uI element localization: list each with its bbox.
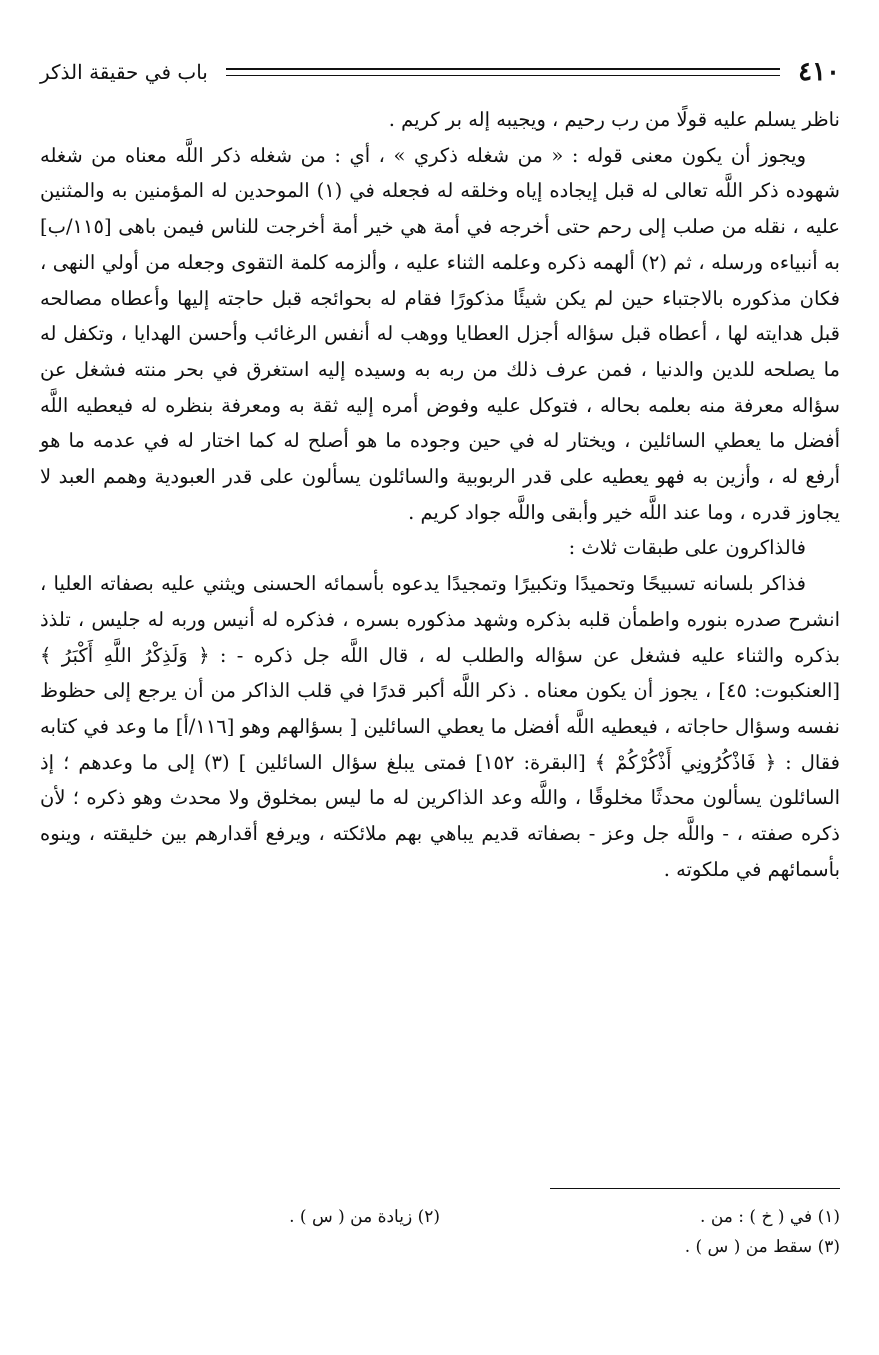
footnote-row	[40, 1202, 840, 1232]
paragraph: فذاكر بلسانه تسبيحًا وتحميدًا وتكبيرًا وتمجيدًا يدعوه بأسمائه الحسنى ويثني عليه بصفاته العليا ، انشرح صدره بنوره واطمأن قلبه بذكره وشهد مذكوره بسره ، فذكره له أنيس وربه له جليس ، تلذذ بذكره والثناء عليه فشغل عن سؤاله والطلب له ، قال اللَّه جل ذكره - : ﴿ وَلَذِكْرُ اللَّهِ أَكْبَرُ ﴾ [العنكبوت: ٤٥] ، يجوز أن يكون معناه . ذكر اللَّه أكبر قدرًا في قلب الذاكر من أن يرجع إلى حظوظ نفسه وسؤال حاجاته ، فيعطيه اللَّه أفضل ما يعطي السائلين [ بسؤالهم وهو [١١٦/أ] ما وعد في كتابه فقال : ﴿ فَاذْكُرُونِي أَذْكُرْكُمْ ﴾ [البقرة: ١٥٢] فمتى يبلغ سؤال السائلين ] (٣) إلى ما وعدهم ؛ إذ السائلون يسألون محدثًا مخلوقًا ، واللَّه وعد الذاكرين له ما ليس بمخلوق ولا محدث وهو ذكره ؛ لأن ذكره صفته ، - واللَّه جل وعز - بصفاته قديم يباهي بهم ملائكته ، ويرفع أقدارهم بين خليقته ، وينوه بأسمائهم في ملكوته .	[40, 572, 840, 881]
page-number: ٤١٠	[798, 57, 840, 87]
main-text	[40, 102, 840, 887]
footnotes	[40, 1202, 840, 1262]
footnote: (٢) زيادة من ( س ) .	[289, 1207, 440, 1227]
footnote: (١) في ( خ ) : من .	[700, 1207, 840, 1227]
book-page	[40, 52, 840, 1257]
page-header	[40, 52, 840, 92]
footnote: (٣) سقط من ( س ) .	[684, 1237, 840, 1257]
header-rule	[226, 68, 780, 76]
running-title: باب في حقيقة الذكر	[40, 60, 208, 84]
footnote-divider	[550, 1188, 840, 1189]
footnote-row	[40, 1232, 840, 1262]
paragraph: ناظر يسلم عليه قولًا من رب رحيم ، ويجيبه إله بر كريم .	[388, 108, 840, 131]
paragraph: فالذاكرون على طبقات ثلاث :	[568, 536, 806, 560]
paragraph: ويجوز أن يكون معنى قوله : « من شغله ذكري » ، أي : من شغله ذكر اللَّه معناه من شغله شهوده ذكر اللَّه تعالى له قبل إيجاده إياه وخلقه له فجعله في (١) الموحدين له المؤمنين به والمثنين عليه ، نقله من صلب إلى رحم حتى أخرجه في أمة هي خير أمة أخرجت للناس فيمن باهى [١١٥/ب] به أنبياءه ورسله ، ثم (٢) ألهمه ذكره وعلمه الثناء عليه ، وألزمه كلمة التقوى وجعله من أولي النهى ، فكان مذكوره بالاجتباء حين لم يكن شيئًا مذكورًا فقام له بحوائجه قبل حاجته إليها وأعطاه مصالحه قبل هدايته لها ، أعطاه قبل سؤاله أجزل العطايا ووهب له أنفس الرغائب وأحسن الهدايا ، وتكفل له ما يصلحه للدين والدنيا ، فمن عرف ذلك من ربه به وسيده إليه استغرق في بحر منته فشغل عن سؤاله معرفة منه بعلمه بحاله ، فتوكل عليه وفوض أمره إليه ثقة به ومعرفة بنظره له فيعطيه اللَّه أفضل ما يعطي السائلين ، ويختار له في حين وجوده ما هو أصلح له كما اختار له في عدمه ما هو أرفع له ، وأزين به فهو يعطيه على قدر الربوبية والسائلون يسألون على قدر العبودية وهمم العبد لا يجاوز قدره ، وما عند اللَّه خير وأبقى واللَّه جواد كريم .	[40, 143, 840, 524]
